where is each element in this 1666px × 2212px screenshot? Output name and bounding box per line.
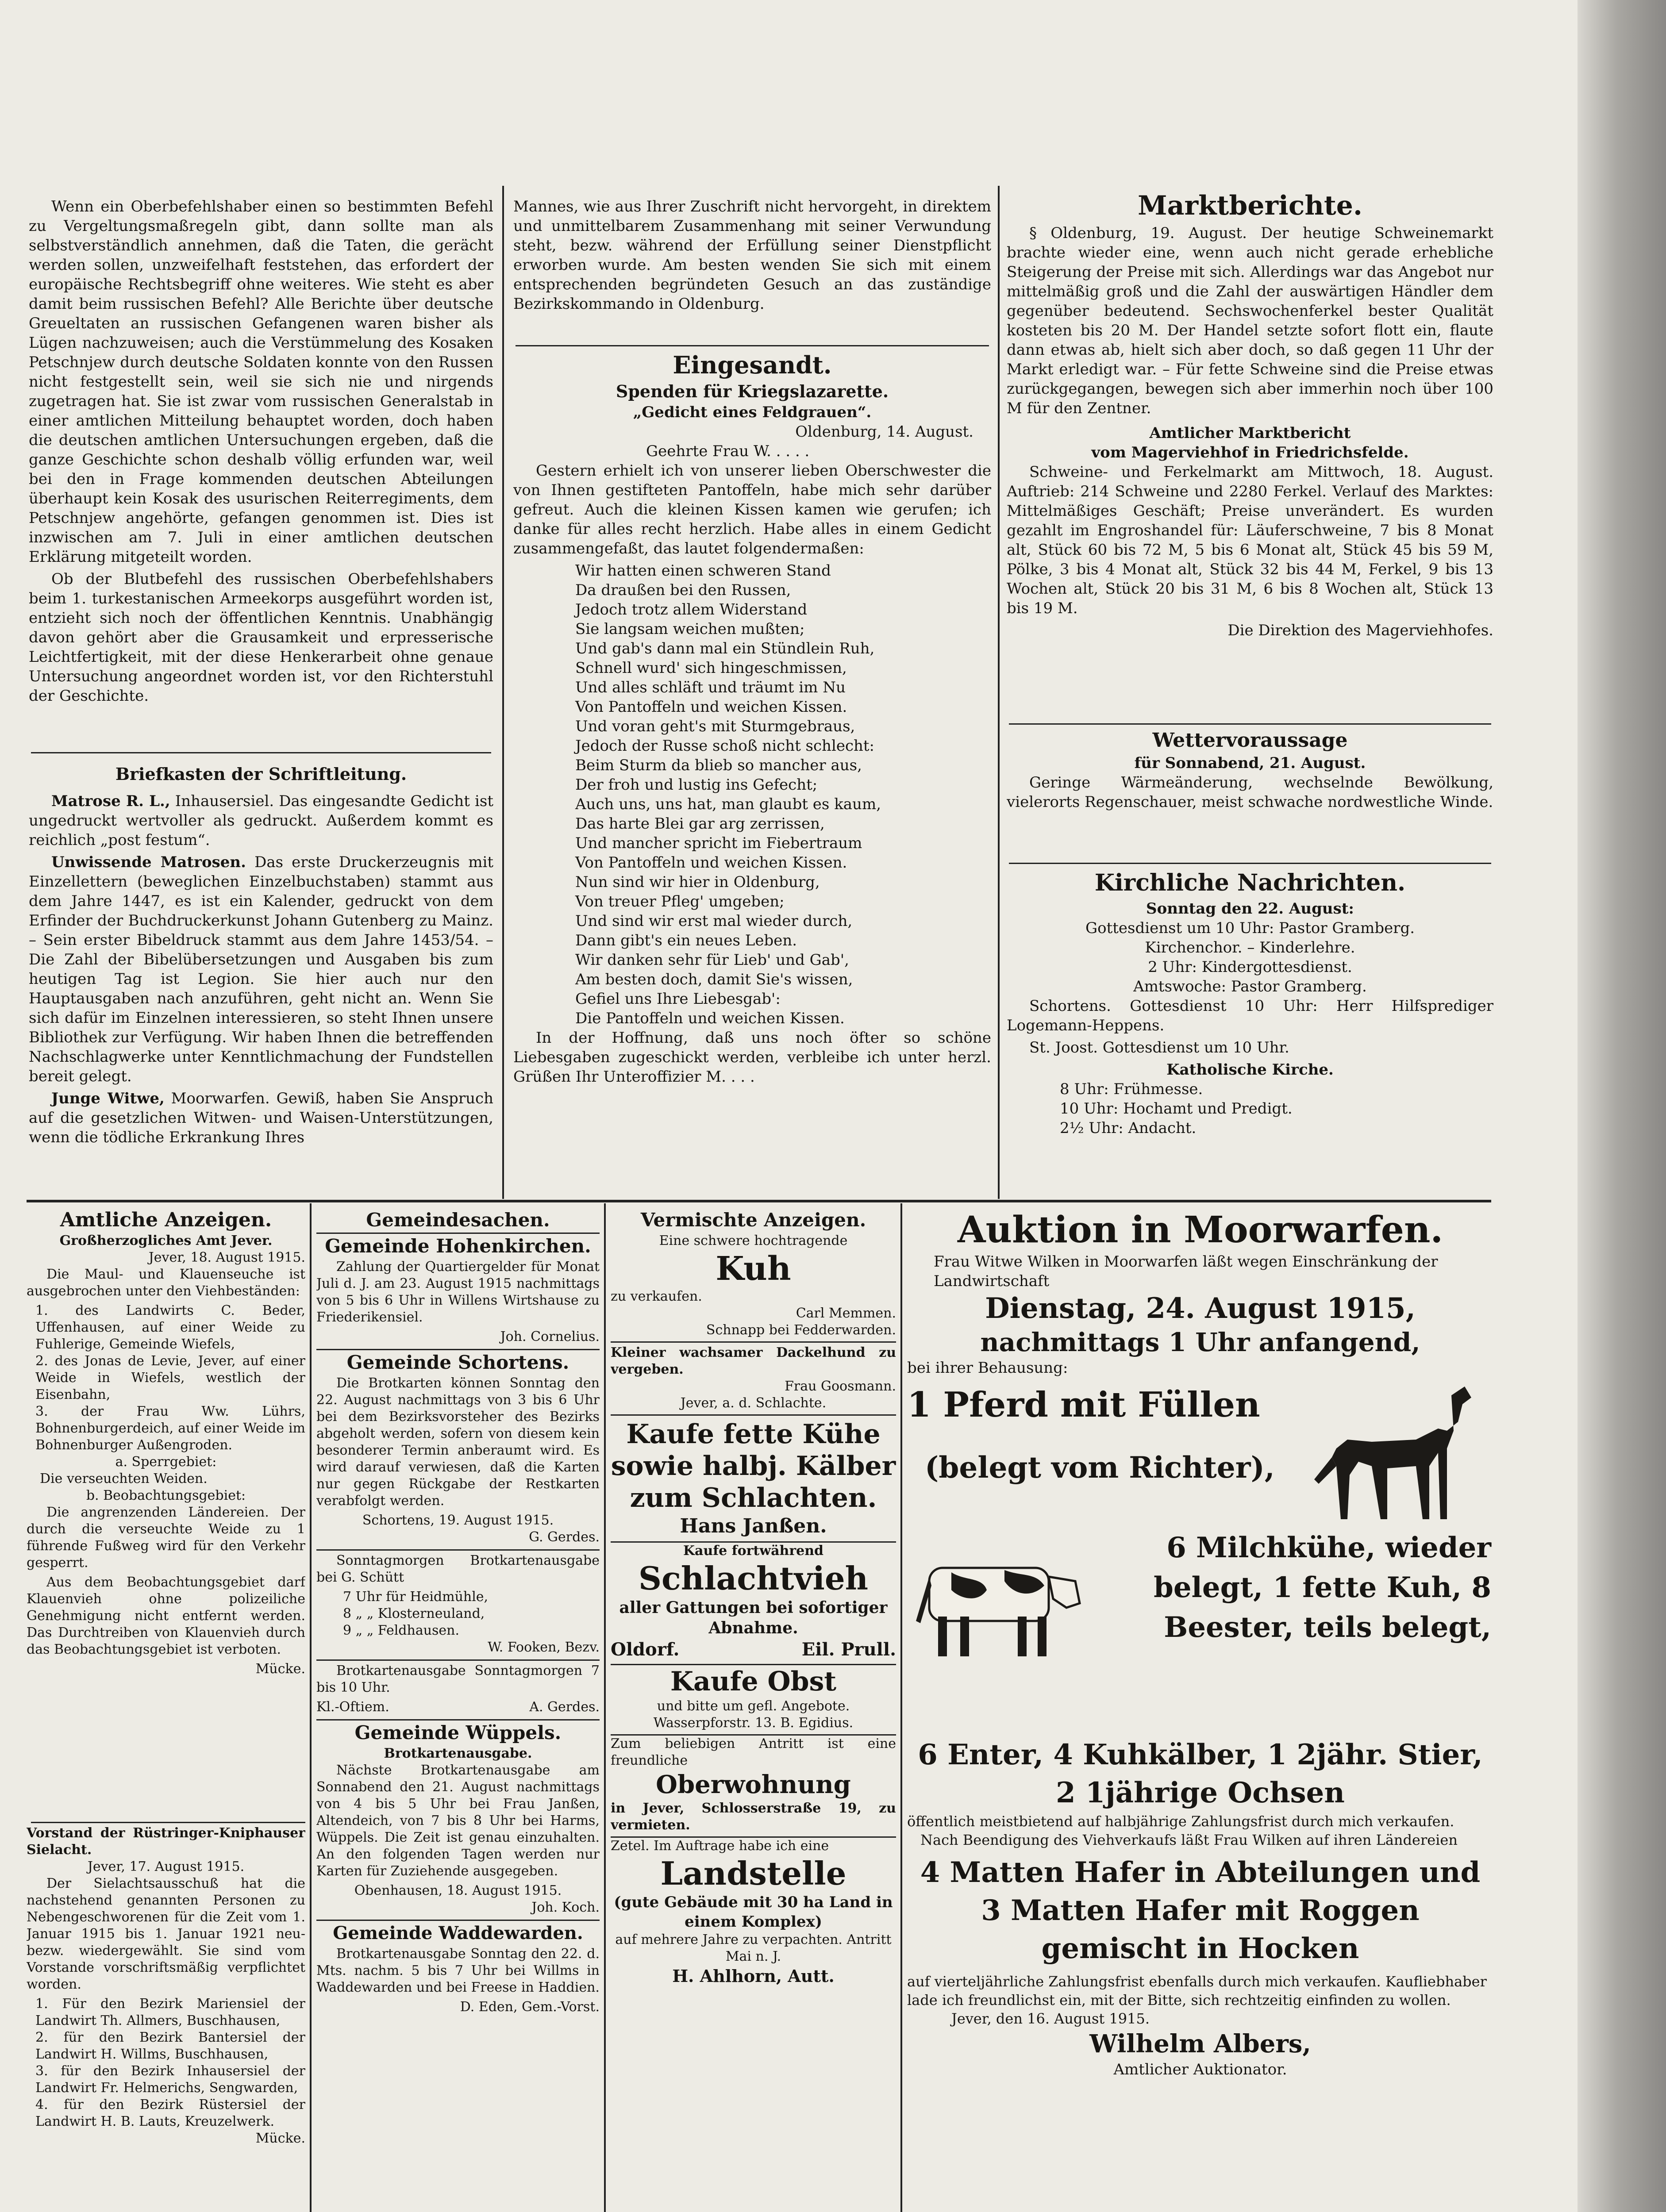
- auktion-time: nachmittags 1 Uhr anfangend,: [980, 1327, 1420, 1357]
- ad-oberwohnung: Oberwohnung: [656, 1770, 851, 1799]
- poem-title: „Gedicht eines Feldgrauen“.: [633, 403, 872, 421]
- kirche-schortens: Schortens. Gottesdienst 10 Uhr: Herr Hilfsprediger Logemann-Heppens.: [1007, 997, 1493, 1034]
- divider: [31, 1822, 305, 1823]
- ad-landstelle: Landstelle: [660, 1855, 846, 1892]
- poem-stanza: Nun sind wir hier in Oldenburg, Von treuer Pfleg' umgeben; Und sind wir erst mal wieder durch, Dann gibt's ein neues Leben. Wir danken sehr für Lieb' und Gab', Am besten doch, damit Sie's wissen, Gefiel uns Ihre Liebesgab': Die Pantoffeln und weichen Kissen.: [575, 873, 853, 1027]
- dateline: Oldenburg, 14. August.: [795, 423, 973, 441]
- amtliche-dateline: Jever, 18. August 1915.: [148, 1250, 305, 1265]
- kirche-joost: St. Joost. Gottesdienst um 10 Uhr.: [1029, 1039, 1289, 1056]
- gemeinde-title: Gemeindesachen.: [366, 1209, 550, 1231]
- auktion-date: Dienstag, 24. August 1915,: [985, 1292, 1416, 1325]
- pferd-row: 1 Pferd mit Füllen (belegt vom Richter),: [907, 1378, 1493, 1524]
- vermischte-anzeigen: Vermischte Anzeigen. Eine schwere hochtragende Kuh zu verkaufen. Carl Memmen. Schnapp bei Fedderwarden. Kleiner wachsamer Dackelhund zu vergeben. Frau Goosmann. Jever, a. d. Schlachte. Kaufe fette Kühe sowie halbj. Kälber zum Schlachten. Hans Janßen. Kaufe fortwährend Schlachtvieh aller Gattungen bei sofortiger Abnahme. Oldorf. Eil. Prull. Kaufe Obst und bitte um gefl. Angebote. Wasserpforstr. 13. B. Egidius. Zum beliebigen Antritt ist eine freundliche Oberwohnung in Jever, Schlosserstraße 19, zu vermieten. Zetel. Im Auftrage habe ich eine Landstelle (gute Gebäude mit 30 ha Land in einem Komplex) auf mehrere Jahre zu verpachten. Antritt Mai n. J. H. Ahlhorn, Autt.: [611, 1208, 896, 2212]
- auktion-kuehe: 6 Milchkühe, wieder belegt, 1 fette Kuh, 8 Beester, teils belegt,: [1154, 1531, 1491, 1644]
- auktion-title: Auktion in Moorwarfen.: [957, 1209, 1443, 1251]
- auktion-ad: Auktion in Moorwarfen. Frau Witwe Wilken in Moorwarfen läßt wegen Einschränkung der Landwirtschaft Dienstag, 24. August 1915, nachmittags 1 Uhr anfangend, bei ihrer Behausung: 1 Pferd mit Füllen (belegt vom Richter), 6 Milchkühe, wieder belegt, 1 fette Kuh, 8 Beester, teils belegt, 6 Enter, 4 Kuhkälber, 1 2jähr. Stier, 2 1jährige Ochsen öffentlich meistbietend auf halbjährige Zahlungsfrist durch mich verkaufen. Nach Beendigung des Viehverkaufs läßt Frau Wilken auf ihren Ländereien 4 Matten Hafer in Abteilungen und 3 Matten Hafer mit Roggen gemischt in Hocken auf vierteljährliche Zahlungsfrist ebenfalls durch mich verkaufen. Kaufliebhaber lade ich freundlichst ein, mit der Bitte, sich rechtzeitig einfinden zu wollen. Jever, den 16. August 1915. Wilhelm Albers, Amtlicher Auktionator.: [907, 1208, 1493, 2212]
- eingesandt-subtitle: Spenden für Kriegslazarette.: [616, 381, 889, 401]
- amtliche-anzeigen: Amtliche Anzeigen. Großherzogliches Amt Jever. Jever, 18. August 1915. Die Maul- und Klauenseuche ist ausgebrochen unter den Viehbeständen: 1. des Landwirts C. Beder, Uffenhausen, auf einer Weide zu Fuhlerige, Gemeinde Wiefels, 2. des Jonas de Levie, Jever, auf einer Weide in Wiefels, westlich der Eisenbahn, 3. der Frau Ww. Lührs, Bohnenburgerdeich, auf einer Weide im Bohnenburger Außengroden. a. Sperrgebiet: Die verseuchten Weiden. b. Beobachtungsgebiet: Die angrenzenden Ländereien. Der durch die verseuchte Weide zu 1 führende Fußweg wird für den Verkehr gesperrt. Aus dem Beobachtungsgebiet darf Klauenvieh ohne polizeiliche Genehmigung nicht entfernt werden. Das Durchtreiben von Klauenvieh durch das Beobachtungsgebiet ist verboten. Mücke.: [27, 1209, 305, 1677]
- page-edge-shadow: [1578, 0, 1666, 2212]
- gemeindesachen: Gemeindesachen. Gemeinde Hohenkirchen. Zahlung der Quartiergelder für Monat Juli d. J. am 23. August 1915 nachmittags von 5 bis 6 Uhr in Willens Wirtshause zu Friederikensiel. Joh. Cornelius. Gemeinde Schortens. Die Brotkarten können Sonntag den 22. August nachmittags von 3 bis 6 Uhr bei dem Bezirksvorsteher des Bezirks abgeholt werden, sofern von diesem kein besonderer Termin anberaumt wird. Es wird darauf verwiesen, daß die Karten nur gegen Rückgabe der Restkarten verabfolgt werden. Schortens, 19. August 1915. G. Gerdes. Sonntagmorgen Brotkartenausgabe bei G. Schütt 7 Uhr für Heidmühle, 8 „ „ Klosterneuland, 9 „ „ Feldhausen. W. Fooken, Bezv. Brotkartenausgabe Sonntagmorgen 7 bis 10 Uhr. Kl.-Oftiem. A. Gerdes. Gemeinde Wüppels. Brotkartenausgabe. Nächste Brotkartenausgabe am Sonnabend den 21. August nachmittags von 4 bis 5 Uhr bei Frau Janßen, Altendeich, von 7 bis 8 Uhr bei Harms, Wüppels. Die Zeit ist genau einzuhalten. An den folgenden Tagen werden nur Karten für Zuziehende ausgegeben. Obenhausen, 18. August 1915. Joh. Koch. Gemeinde Waddewarden. Brotkartenausgabe Sonntag den 22. d. Mts. nachm. 5 bis 7 Uhr bei Willms in Waddewarden und bei Freese in Haddien. D. Eden, Gem.-Vorst.: [316, 1208, 600, 2212]
- kirche-title: Kirchliche Nachrichten.: [1094, 869, 1406, 896]
- column-rule: [310, 1203, 312, 2212]
- article-paragraph: Wenn ein Oberbefehlshaber einen so bestimmten Befehl zu Vergeltungsmaßregeln gibt, dann sollte man als selbstverständlich annehmen, daß die Taten, die gerächt werden sollen, unzweifelhaft feststehen, das erfordert der europäische Rechtsbegriff ohne weiteres. Wie steht es aber damit beim russischen Befehl? Alle Berichte über deutsche Greueltaten an russischen Gefangenen waren bisher als Lügen nachzuweisen; auch die Verstümmelung des Kosaken Petschnjew durch deutsche Soldaten konnte von den Russen nicht festgestellt sein, weil sie sich nie und nirgends zugetragen hat. Sie ist zwar vom russischen Generalstab in einer amtlichen Mitteilung behauptet worden, doch haben die deutschen amtlichen Untersuchungen ergeben, daß die ganze Geschichte schon deshalb völlig erfunden war, weil bei den in Frage kommenden deutschen Abteilungen überhaupt kein Kosak des usurischen Reiterregiments, dem Petschnjew angehörte, gefangen genommen ist. Dies ist inzwischen am 7. Juli in einer amtlichen deutschen Erklärung mitgeteilt worden.: [29, 198, 493, 566]
- eingesandt-section: [513, 349, 991, 1197]
- hohenkirchen-title: Gemeinde Hohenkirchen.: [316, 1233, 600, 1259]
- auktion-pferd: 1 Pferd mit Füllen: [907, 1385, 1260, 1425]
- markt-text: § Oldenburg, 19. August. Der heutige Schweinemarkt brachte wieder eine, wenn auch nicht gerade erhebliche Steigerung der Preise mit sich. Allerdings war das Angebot nur mittelmäßig groß und die Zahl der auswärtigen Händler dem gegenüber bedeutend. Sechswochenferkel bester Qualität kosteten bis 20 M. Der Handel setzte sofort flott ein, flaute dann etwas ab, hielt sich aber doch, so daß gegen 11 Uhr der Markt erledigt war. – Für fette Schweine sind die Preise etwas zurückgegangen, bewegen sich aber immerhin noch über 100 M für den Zentner.: [1007, 224, 1493, 417]
- ad-schlachtvieh: Schlachtvieh: [639, 1559, 868, 1597]
- briefkasten-title: Briefkasten der Schriftleitung.: [115, 764, 407, 784]
- wueppels-title: Gemeinde Wüppels.: [316, 1719, 600, 1745]
- amtliche-sub: Großherzogliches Amt Jever.: [59, 1233, 273, 1248]
- letter-intro: Gestern erhielt ich von unserer lieben Oberschwester die von Ihnen gestifteten Pantoffeln, habe mich sehr darüber gefreut. Auch die kleinen Kissen kamen wie gerufen; ich danke für alles recht herzlich. Habe alles in einem Gedicht zusammengefaßt, das lautet folgendermaßen:: [513, 462, 991, 557]
- salutation: Geehrte Frau W. . . . .: [646, 442, 810, 460]
- briefkasten-entry: Junge Witwe, Moorwarfen. Gewiß, haben Sie Anspruch auf die gesetzlichen Witwen- und Waisen-Unterstützungen, wenn die tödliche Erkrankung Ihres: [29, 1090, 493, 1146]
- column-rule: [604, 1203, 606, 2212]
- divider: [31, 752, 491, 753]
- auktion-ochsen: 2 1jährige Ochsen: [1056, 1776, 1345, 1809]
- vorstand-section: Vorstand der Rüstringer-Kniphauser Sielacht. Jever, 17. August 1915. Der Sielachtsausschuß hat die nachstehend genannten Personen zu Nebengeschworenen für die Zeit vom 1. Januar 1915 bis 1. Januar 1921 neu- bezw. wiedergewählt. Sie sind vom Vorstande vorschriftsmäßig verpflichtet worden. 1. Für den Bezirk Mariensiel der Landwirt Th. Allmers, Buschhausen, 2. für den Bezirk Bantersiel der Landwirt H. Willms, Buschhausen, 3. für den Bezirk Inhausersiel der Landwirt Fr. Helmerichs, Sengwarden, 4. für den Bezirk Rüstersiel der Landwirt H. B. Lauts, Kreuzelwerk. Mücke.: [27, 1825, 305, 2146]
- briefkasten-entry: Unwissende Matrosen. Das erste Druckerzeugnis mit Einzellettern (beweglichen Einzelbuchstaben) stammt aus dem Jahre 1447, es ist ein Kalender, gedruckt von dem Erfinder der Buchdruckerkunst Johann Gutenberg zu Mainz. – Sein erster Bibeldruck stammt aus dem Jahre 1453/54. – Die Zahl der Bibelübersetzungen und Ausgaben bis zum heutigen Tag ist Legion. Sie hier auch nur den Hauptausgaben nach anzuführen, geht nicht an. Wenn Sie sich dafür im Einzelnen interessieren, so steht Ihnen unsere Bibliothek zur Verfügung. Wir haben Ihnen die betreffenden Nachschlagwerke unter Kenntlichmachung der Fundstellen bereit gelegt.: [29, 853, 493, 1085]
- briefkasten-section: [29, 763, 493, 1197]
- ad-dackel: Kleiner wachsamer Dackelhund zu vergeben.: [611, 1341, 896, 1378]
- markt-title: Marktberichte.: [1138, 190, 1362, 221]
- poem-stanza: Und voran geht's mit Sturmgebraus, Jedoch der Russe schoß nicht schlecht: Beim Sturm da blieb so mancher aus, Der froh und lustig ins Gefecht; Auch uns, uns hat, man glaubt es kaum, Das harte Blei gar arg zerrissen, Und mancher spricht im Fiebertraum Von Pantoffeln und weichen Kissen.: [575, 718, 881, 872]
- marktberichte-section: [1007, 188, 1493, 723]
- vorstand-title: Vorstand der Rüstringer-Kniphauser Sielacht.: [27, 1825, 305, 1858]
- horse-illustration: [1305, 1378, 1482, 1524]
- poem: [513, 561, 991, 1028]
- wetter-section: [1007, 728, 1493, 860]
- article-paragraph: Ob der Blutbefehl des russischen Oberbefehlshabers beim 1. turkestanischen Armeekorps ausgeführt worden ist, entzieht sich noch der öffentlichen Kenntnis. Unabhängig davon gehört aber die Grausamkeit und erpresserische Leichtfertigkeit, mit der diese Henkerarbeit ohne genaue Untersuchung angeordnet worden ist, vor den Richterstuhl der Geschichte.: [29, 570, 493, 705]
- cow-illustration: [912, 1550, 1089, 1665]
- amtl-marktbericht-text: Schweine- und Ferkelmarkt am Mittwoch, 18. August. Auftrieb: 214 Schweine und 2280 Ferkel. Verlauf des Marktes: Mittelmäßiges Geschäft; Preise unverändert. Es wurden gezahlt im Engroshandel für: Läuferschweine, 7 bis 8 Monat alt, Stück 60 bis 72 M, 5 bis 6 Monat alt, Stück 45 bis 59 M, Pölke, 3 bis 4 Monat alt, Stück 32 bis 44 M, Ferkel, 9 bis 13 Wochen alt, Stück 20 bis 31 M, 6 bis 8 Wochen alt, Stück 13 bis 19 M.: [1007, 463, 1493, 617]
- kuehe-row: [907, 1524, 1493, 1736]
- ad-kuh: Kuh: [716, 1250, 791, 1288]
- divider: [1009, 723, 1491, 725]
- auktion-enter: 6 Enter, 4 Kuhkälber, 1 2jähr. Stier,: [918, 1738, 1483, 1771]
- wetter-title: Wettervoraussage: [1152, 729, 1348, 752]
- briefkasten-entry: Matrose R. L., Inhausersiel. Das eingesandte Gedicht ist ungedruckt wertvoller als gedruckt. Außerdem kommt es reichlich „post festum“.: [29, 792, 493, 849]
- vermischte-title: Vermischte Anzeigen.: [640, 1209, 866, 1231]
- kirche-sub: Sonntag den 22. August:: [1146, 900, 1354, 918]
- column-rule: [998, 186, 1000, 1199]
- letter-closing: In der Hoffnung, daß uns noch öfter so schöne Liebesgaben zugeschickt werden, verbleibe ich unter herzl. Grüßen Ihr Unteroffizier M. . . .: [513, 1029, 991, 1086]
- ad-kaufe-kuehe: Kaufe fette Kühe sowie halbj. Kälber zum Schlachten.: [611, 1414, 896, 1514]
- schortens-title: Gemeinde Schortens.: [316, 1349, 600, 1375]
- divider: [1009, 863, 1491, 864]
- column-rule: [502, 186, 504, 1199]
- poem-stanza: Wir hatten einen schweren Stand Da draußen bei den Russen, Jedoch trotz allem Widerstand Sie langsam weichen mußten; Und gab's dann mal ein Stündlein Ruh, Schnell wurd' sich hingeschmissen, Und alles schläft und träumt im Nu Von Pantoffeln und weichen Kissen.: [575, 562, 875, 716]
- bleedthrough-header: [841, 133, 1527, 186]
- auktion-sign: Wilhelm Albers,: [1089, 2029, 1311, 2058]
- waddewarden-title: Gemeinde Waddewarden.: [316, 1920, 600, 1946]
- article-left-top: [29, 197, 493, 750]
- divider: [516, 345, 989, 346]
- amtl-marktbericht-sign: Die Direktion des Magerviehhofes.: [1227, 622, 1493, 639]
- kath-title: Katholische Kirche.: [1166, 1061, 1334, 1079]
- eingesandt-title: Eingesandt.: [673, 351, 832, 379]
- auktion-hafer: 4 Matten Hafer in Abteilungen und 3 Matten Hafer mit Roggen gemischt in Hocken: [920, 1856, 1481, 1965]
- wetter-sub: für Sonnabend, 21. August.: [1134, 754, 1366, 772]
- article-continuation: Mannes, wie aus Ihrer Zuschrift nicht hervorgeht, in direktem und unmittelbarem Zusammenhang mit seiner Verwundung steht, bezw. während der Erfüllung seiner Dienstpflicht erworben wurde. Am besten wenden Sie sich mit einem entsprechenden begründeten Gesuch an das zuständige Bezirkskommando in Oldenburg.: [513, 198, 991, 313]
- kirche-section: Kirchliche Nachrichten. Sonntag den 22. August: Gottesdienst um 10 Uhr: Pastor Gramberg. Kirchenchor. – Kinderlehre. 2 Uhr: Kindergottesdienst. Amtswoche: Pastor Gramberg. Schortens. Gottesdienst 10 Uhr: Herr Hilfsprediger Logemann-Heppens. St. Joost. Gottesdienst um 10 Uhr. Katholische Kirche. 8 Uhr: Frühmesse. 10 Uhr: Hochamt und Predigt. 2½ Uhr: Andacht.: [1007, 867, 1493, 1197]
- column-rule: [900, 1203, 902, 2212]
- brot-ausgabe: Brotkartenausgabe Sonntagmorgen 7 bis 10 Uhr. Kl.-Oftiem. A. Gerdes.: [316, 1659, 600, 1716]
- sonntag-ausgabe: Sonntagmorgen Brotkartenausgabe bei G. Schütt 7 Uhr für Heidmühle, 8 „ „ Klosterneuland, 9 „ „ Feldhausen. W. Fooken, Bezv.: [316, 1549, 600, 1656]
- wetter-text: Geringe Wärmeänderung, wechselnde Bewölkung, vielerorts Regenschauer, meist schwache nordwestliche Winde.: [1007, 774, 1493, 811]
- section-rule: [27, 1200, 1491, 1202]
- amtl-marktbericht-title: Amtlicher Marktbericht: [1149, 424, 1351, 442]
- amtl-marktbericht-sub: vom Magerviehhof in Friedrichsfelde.: [1091, 444, 1409, 461]
- amtliche-title: Amtliche Anzeigen.: [60, 1209, 272, 1231]
- ad-obst: Kaufe Obst: [611, 1664, 896, 1698]
